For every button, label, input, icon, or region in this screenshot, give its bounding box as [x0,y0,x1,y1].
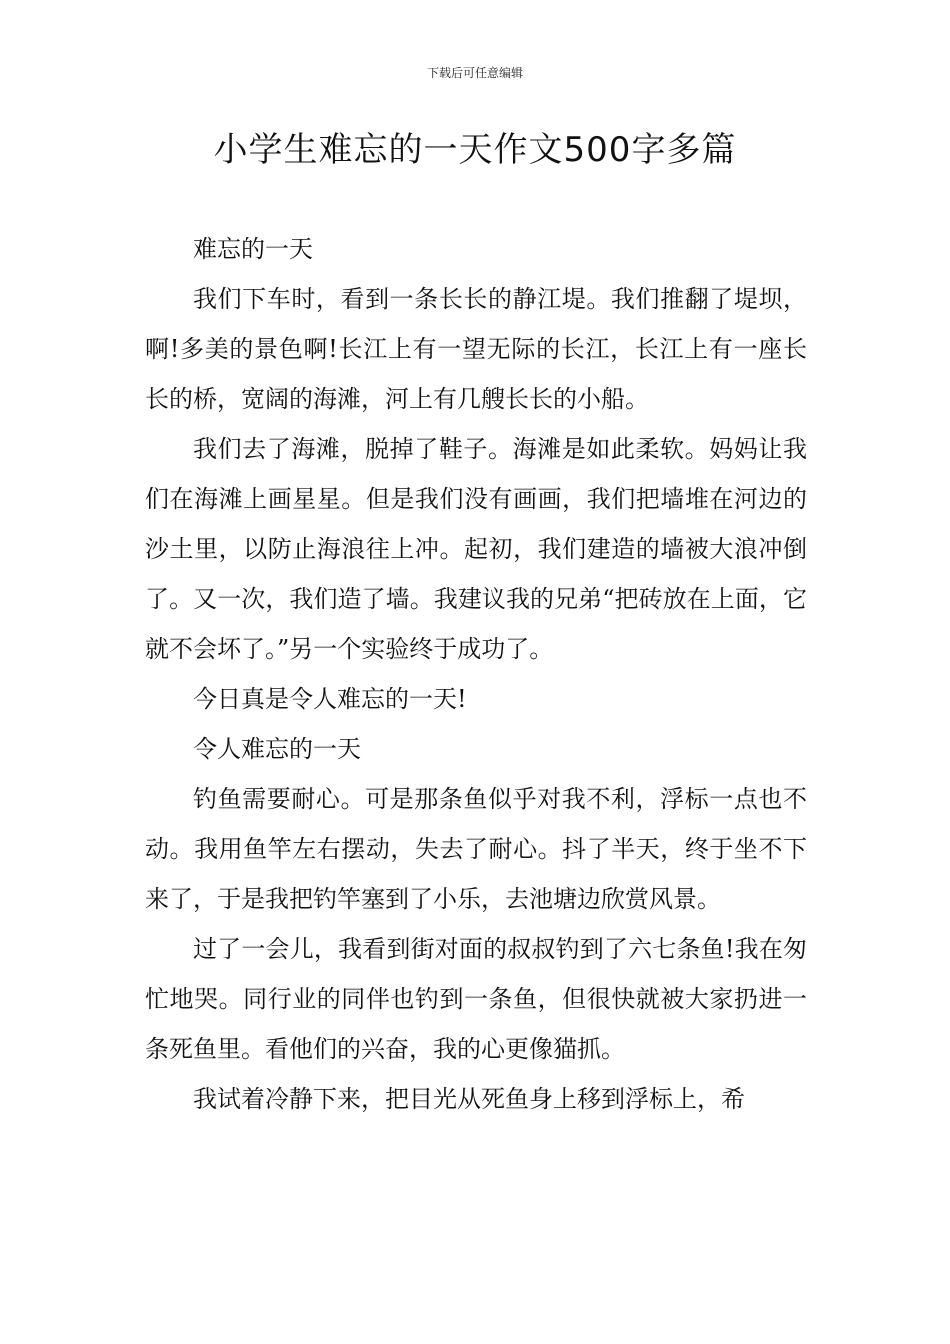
document-title: 小学生难忘的一天作文500字多篇 [213,130,737,170]
paragraph: 钓鱼需要耐心。可是那条鱼似乎对我不利，浮标一点也不动。我用鱼竿左右摆动，失去了耐心。抖了半天，终于坐不下来了，于是我把钓竿塞到了小乐，去池塘边欣赏风景。 [145,785,807,913]
paragraph: 我试着冷静下来，把目光从死鱼身上移到浮标上，希 [193,1085,745,1113]
paragraph-heading-1: 难忘的一天 [193,235,313,263]
paragraph: 我们去了海滩，脱掉了鞋子。海滩是如此柔软。妈妈让我们在海滩上画星星。但是我们没有画画，我们把墙堆在河边的沙土里，以防止海浪往上冲。起初，我们建造的墙被大浪冲倒了。又一次，我们造了墙。我建议我的兄弟“把砖放在上面，它就不会坏了。”另一个实验终于成功了。 [145,435,807,663]
paragraph: 过了一会儿，我看到街对面的叔叔钓到了六七条鱼!我在匆忙地哭。同行业的同伴也钓到一条鱼，但很快就被大家扔进一条死鱼里。看他们的兴奋，我的心更像猫抓。 [145,935,807,1063]
header-note: 下载后可任意编辑 [426,66,523,80]
paragraph: 我们下车时，看到一条长长的静江堤。我们推翻了堤坝，啊!多美的景色啊!长江上有一望无际的长江，长江上有一座长长的桥，宽阔的海滩，河上有几艘长长的小船。 [145,285,807,413]
paragraph: 今日真是令人难忘的一天! [193,685,467,713]
essay-body [145,224,807,1124]
paragraph-heading-2: 令人难忘的一天 [193,735,361,763]
